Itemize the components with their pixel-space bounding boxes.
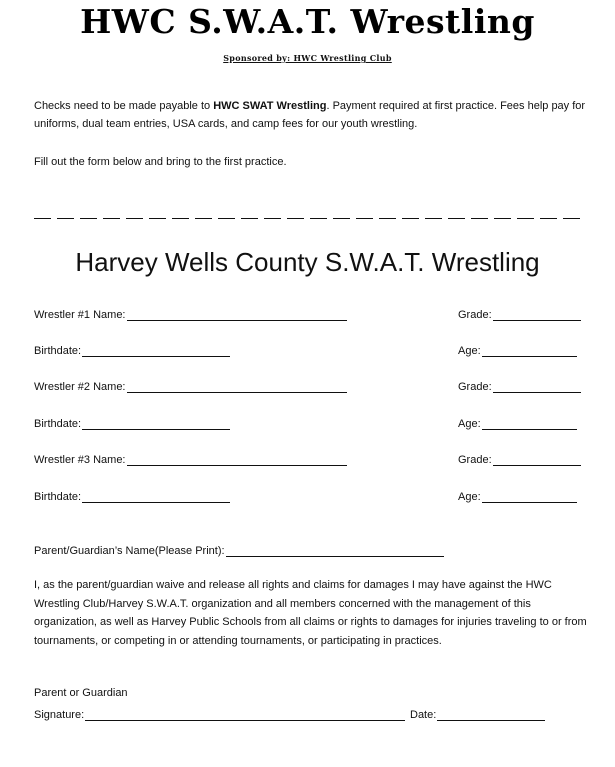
wrestler1-name-label: Wrestler #1 Name:: [34, 309, 126, 321]
wrestler1-age-field[interactable]: [458, 341, 577, 357]
wrestler3-grade-label: Grade:: [458, 454, 492, 466]
wrestler2-grade-field[interactable]: [458, 377, 581, 393]
wrestler2-age-label: Age:: [458, 418, 481, 430]
wrestler3-birthdate-line[interactable]: [82, 490, 230, 503]
wrestler1-name-field[interactable]: [34, 305, 347, 321]
instructions-text: Fill out the form below and bring to the first practice.: [34, 156, 287, 168]
sponsor-line: Sponsored by: HWC Wrestling Club: [223, 53, 392, 63]
payee-name: HWC SWAT Wrestling: [213, 100, 327, 112]
date-field[interactable]: [410, 705, 545, 721]
signature-line[interactable]: [85, 708, 405, 721]
parent-name-field[interactable]: [34, 541, 444, 557]
intro-text-1: Checks need to be made payable to: [34, 100, 214, 112]
wrestler3-age-label: Age:: [458, 491, 481, 503]
cut-line: [34, 210, 580, 222]
wrestler2-grade-label: Grade:: [458, 381, 492, 393]
wrestler2-name-line[interactable]: [127, 380, 347, 393]
wrestler3-name-line[interactable]: [127, 453, 347, 466]
wrestler3-age-line[interactable]: [482, 490, 577, 503]
wrestler1-name-line[interactable]: [127, 308, 347, 321]
wrestler3-name-field[interactable]: [34, 450, 347, 466]
wrestler3-birthdate-label: Birthdate:: [34, 491, 82, 503]
form-heading: Harvey Wells County S.W.A.T. Wrestling: [75, 247, 540, 277]
signature-field[interactable]: [34, 705, 405, 721]
wrestler1-birthdate-label: Birthdate:: [34, 345, 82, 357]
wrestler1-grade-label: Grade:: [458, 309, 492, 321]
wrestler1-grade-line[interactable]: [493, 308, 581, 321]
wrestler2-birthdate-line[interactable]: [82, 417, 230, 430]
waiver-text: I, as the parent/guardian waive and release all rights and claims for damages I may have against the HWC Wrestling Club/Harvey S.W.A.T. organization and all members concerned with the management of this organization, as well as Harvey Public Schools from all claims or rights to damages for injuries traveling to or from tournaments, or competing in or attending tournaments, or participating in practices.: [34, 579, 587, 647]
wrestler3-grade-field[interactable]: [458, 450, 581, 466]
wrestler3-grade-line[interactable]: [493, 453, 581, 466]
wrestler2-name-label: Wrestler #2 Name:: [34, 381, 126, 393]
signature-label: Signature:: [34, 709, 85, 721]
wrestler2-age-line[interactable]: [482, 417, 577, 430]
parent-name-label: Parent/Guardian’s Name(Please Print):: [34, 545, 225, 557]
wrestler2-name-field[interactable]: [34, 377, 347, 393]
intro-paragraph: [34, 97, 594, 133]
parent-name-line[interactable]: [226, 544, 444, 557]
wrestler3-name-label: Wrestler #3 Name:: [34, 454, 126, 466]
date-line[interactable]: [437, 708, 545, 721]
wrestler2-age-field[interactable]: [458, 414, 577, 430]
wrestler3-age-field[interactable]: [458, 487, 577, 503]
wrestler1-birthdate-line[interactable]: [82, 344, 230, 357]
wrestler1-age-label: Age:: [458, 345, 481, 357]
intro-text-2: . Payment required at first practice. Fees help pay for uniforms, dual team entries, USA cards, and camp fees for our youth wrestling.: [34, 100, 586, 130]
wrestler3-birthdate-field[interactable]: [34, 487, 230, 503]
wrestler1-grade-field[interactable]: [458, 305, 581, 321]
wrestler2-grade-line[interactable]: [493, 380, 581, 393]
wrestler2-birthdate-field[interactable]: [34, 414, 230, 430]
page-title: HWC S.W.A.T. Wrestling: [80, 2, 535, 41]
wrestler1-birthdate-field[interactable]: [34, 341, 230, 357]
parent-or-guardian-label: Parent or Guardian: [34, 687, 128, 699]
wrestler2-birthdate-label: Birthdate:: [34, 418, 82, 430]
date-label: Date:: [410, 709, 437, 721]
wrestler1-age-line[interactable]: [482, 344, 577, 357]
